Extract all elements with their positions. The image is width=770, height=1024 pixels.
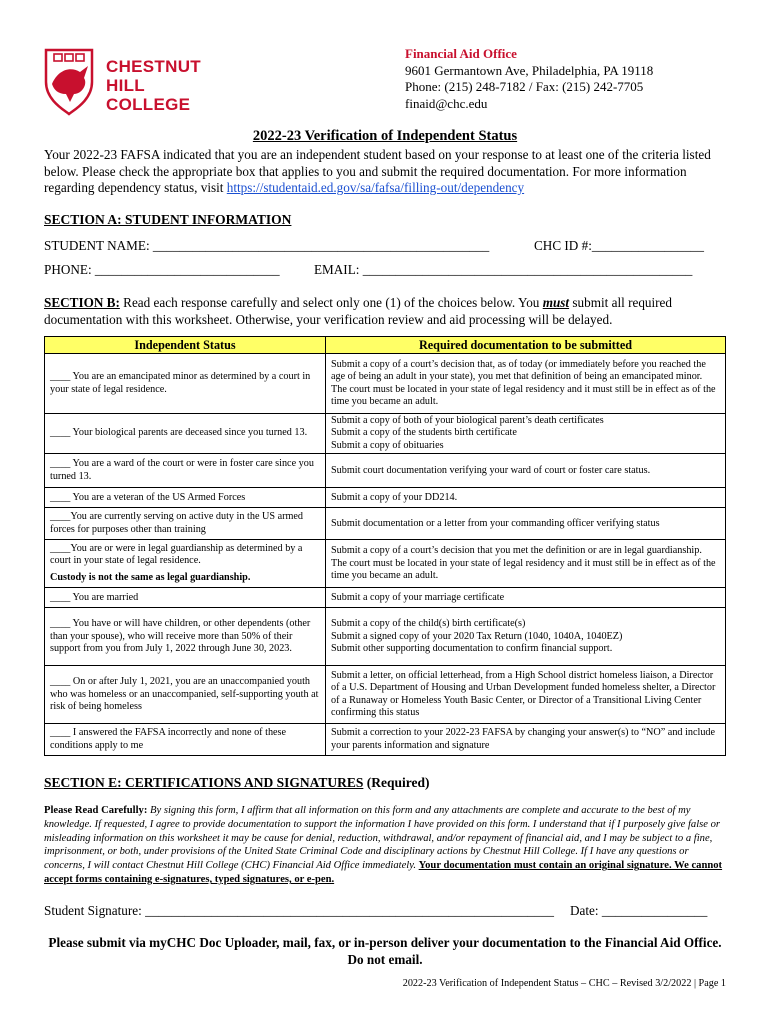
- signature-date-field[interactable]: Date: ________________: [570, 903, 708, 918]
- submission-instructions: Please submit via myCHC Doc Uploader, mail, fax, or in-person deliver your documentation to the Financial Aid Office. Do not email.: [48, 935, 722, 967]
- doc-cell: Submit a copy of a court’s decision that, as of today (or immediately before you reached the age of being an adult in your state), you met that definition of being an emancipated minor. The court must be located in your state of legal residency and it must still be in effect as of the time you became an adult.: [326, 354, 726, 414]
- table-row[interactable]: [45, 608, 726, 666]
- page-title: 2022-23 Verification of Independent Status: [252, 128, 518, 144]
- doc-cell: Submit court documentation verifying your ward of court or foster care status.: [326, 454, 726, 488]
- college-name-line-3: COLLEGE: [106, 95, 191, 114]
- status-cell[interactable]: [45, 540, 326, 588]
- section-e-title: SECTION E: CERTIFICATIONS AND SIGNATURES: [44, 775, 364, 790]
- section-b-text-2: submit all required documentation with this worksheet. Otherwise, your verification review and aid processing will be delayed.: [44, 295, 673, 327]
- office-address: 9601 Germantown Ave, Philadelphia, PA 19118: [405, 62, 654, 78]
- doc-cell: Submit a copy of both of your biological parent’s death certificates Submit a copy of the students birth certificate Submit a copy of obituaries: [326, 414, 726, 454]
- must-emphasis: must: [542, 295, 570, 310]
- college-name-line-2: HILL: [106, 76, 145, 95]
- doc-cell: Submit documentation or a letter from your commanding officer verifying status: [326, 508, 726, 540]
- status-cell[interactable]: ____ You have or will have children, or other dependents (other than your spouse), who will receive more than 50% of their support from you from July 1, 2022 through June 30, 2023.: [45, 608, 326, 666]
- table-row[interactable]: [45, 454, 726, 488]
- dependency-link[interactable]: https://studentaid.ed.gov/sa/fafsa/filling-out/dependency: [226, 180, 525, 195]
- table-header-row: [45, 337, 726, 354]
- cert-body: By signing this form, I affirm that all information on this form and any attachments are complete and accurate to the best of my knowledge. If requested, I agree to provide documentation to support the information I have provided on this form. I understand that if I purposely give false or misleading information on this worksheet it may be cause for denial, reduction, withdrawal, and/or repayment of financial aid, and I may be subject to a fine, imprisonment, or both, under provisions of the United State Criminal Code and disciplinary actions by Chestnut Hill College. If I have any questions or concerns, I will contact Chestnut Hill College (CHC) Financial Aid Office immediately.: [44, 805, 721, 872]
- office-title: Financial Aid Office: [405, 46, 517, 61]
- college-logo: [44, 44, 204, 116]
- table-row[interactable]: [45, 488, 726, 508]
- table-row[interactable]: [45, 724, 726, 756]
- status-cell[interactable]: ____ You are a veteran of the US Armed Forces: [45, 488, 326, 508]
- table-row[interactable]: [45, 354, 726, 414]
- doc-cell: Submit a copy of your marriage certificate: [326, 588, 726, 608]
- doc-cell: Submit a copy of a court’s decision that you met the definition or are in legal guardianship. The court must be located in your state of legal residency and it must still be in effect as of the time you became an adult.: [326, 540, 726, 588]
- student-signature-field[interactable]: Student Signature: ______________________________________________________________: [44, 903, 554, 918]
- status-cell[interactable]: ____ You are married: [45, 588, 326, 608]
- section-b-label: SECTION B:: [44, 295, 120, 310]
- status-cell[interactable]: ____You are currently serving on active duty in the US armed forces for purposes other than training: [45, 508, 326, 540]
- office-contact-block: [405, 46, 653, 112]
- doc-cell: Submit a correction to your 2022-23 FAFSA by changing your answer(s) to “NO” and include your parents information and signature: [326, 724, 726, 756]
- intro-text: Your 2022-23 FAFSA indicated that you are an independent student based on your response to at least one of the criteria listed below. Please check the appropriate box that applies to you and submit the required documentation. For more information regarding dependency status, visit: [44, 147, 711, 195]
- status-cell[interactable]: ____ On or after July 1, 2021, you are an unaccompanied youth who was homeless or an unaccompanied, self-supporting youth at risk of being homeless: [45, 666, 326, 724]
- status-cell[interactable]: ____ Your biological parents are deceased since you turned 13.: [45, 414, 326, 454]
- phone-field[interactable]: PHONE: ____________________________: [44, 262, 280, 277]
- cert-lead: Please Read Carefully:: [44, 805, 148, 816]
- status-cell[interactable]: ____ You are an emancipated minor as determined by a court in your state of legal residence.: [45, 354, 326, 414]
- intro-paragraph: [44, 147, 734, 197]
- custody-note: Custody is not the same as legal guardianship.: [50, 572, 251, 584]
- doc-cell: Submit a letter, on official letterhead, from a High School district homeless liaison, a Director of a U.S. Department of Housing and Urban Development funded homeless shelter, a Director of a Runaway or Homeless Youth Basic Center, or Director of a Transitional Living Center confirming this status: [326, 666, 726, 724]
- table-row[interactable]: [45, 588, 726, 608]
- col-independent-status: Independent Status: [45, 337, 326, 354]
- status-text: ____You are or were in legal guardianship as determined by a court in your state of legal residence.: [50, 542, 303, 567]
- college-name-line-1: CHESTNUT: [106, 57, 201, 76]
- doc-cell: Submit a copy of your DD214.: [326, 488, 726, 508]
- status-cell[interactable]: ____ You are a ward of the court or were in foster care since you turned 13.: [45, 454, 326, 488]
- chc-id-field[interactable]: CHC ID #:_________________: [534, 238, 704, 253]
- table-row[interactable]: [45, 508, 726, 540]
- col-required-documentation: Required documentation to be submitted: [326, 337, 726, 354]
- crest-icon: [44, 44, 102, 116]
- office-phone-fax: Phone: (215) 248-7182 / Fax: (215) 242-7705: [405, 79, 644, 94]
- table-row[interactable]: [45, 540, 726, 588]
- section-b-instructions: [44, 294, 734, 328]
- section-e-required: (Required): [363, 775, 430, 790]
- email-field[interactable]: EMAIL: __________________________________________________: [314, 262, 693, 277]
- section-e-heading: [44, 775, 429, 791]
- doc-cell: Submit a copy of the child(s) birth certificate(s) Submit a signed copy of your 2020 Tax Return (1040, 1040A, 1040EZ) Submit other supporting documentation to confirm financial support.: [326, 608, 726, 666]
- table-row[interactable]: [45, 414, 726, 454]
- section-a-heading: SECTION A: STUDENT INFORMATION: [44, 212, 292, 227]
- cert-signature-requirement: Your documentation must contain an original signature. We cannot accept forms containing e-signatures, typed signatures, or e-pen.: [44, 860, 723, 885]
- certification-text: [44, 804, 732, 887]
- table-row[interactable]: [45, 666, 726, 724]
- office-email: finaid@chc.edu: [405, 95, 488, 111]
- status-cell[interactable]: ____ I answered the FAFSA incorrectly and none of these conditions apply to me: [45, 724, 326, 756]
- student-name-field[interactable]: STUDENT NAME: ___________________________________________________: [44, 238, 490, 253]
- status-table: [44, 336, 726, 756]
- page-footer: 2022-23 Verification of Independent Status – CHC – Revised 3/2/2022 | Page 1: [402, 978, 726, 989]
- section-b-text-1: Read each response carefully and select only one (1) of the choices below. You: [119, 295, 543, 310]
